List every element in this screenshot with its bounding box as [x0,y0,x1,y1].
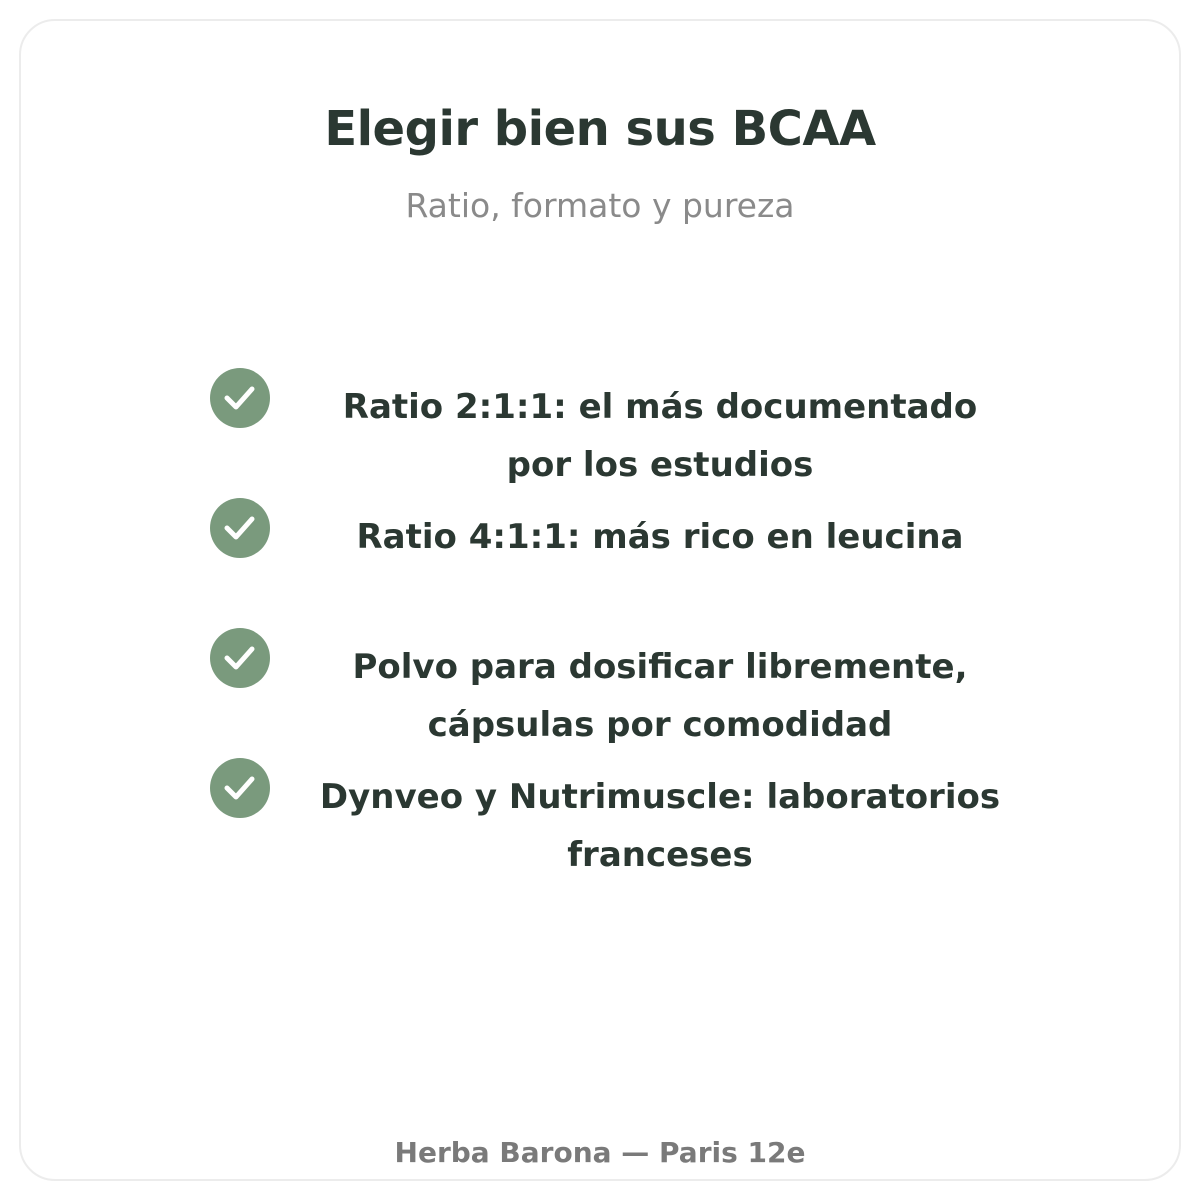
list-item-label: Ratio 4:1:1: más rico en leucina [356,517,964,557]
check-circle-icon [210,628,270,688]
check-circle-icon [210,498,270,558]
check-circle-icon [210,758,270,818]
list-item-label: Ratio 2:1:1: el más documentado por los estudios [342,387,978,485]
list-item-label: Polvo para dosificar libremente, cápsulas por comodidad [352,647,968,745]
footer-credit: Herba Barona — Paris 12e [394,1136,806,1169]
page-subtitle: Ratio, formato y pureza [405,186,795,225]
page-title: Elegir bien sus BCAA [324,101,876,157]
check-circle-icon [210,368,270,428]
list-item-label: Dynveo y Nutrimuscle: laboratorios franceses [319,777,1001,875]
